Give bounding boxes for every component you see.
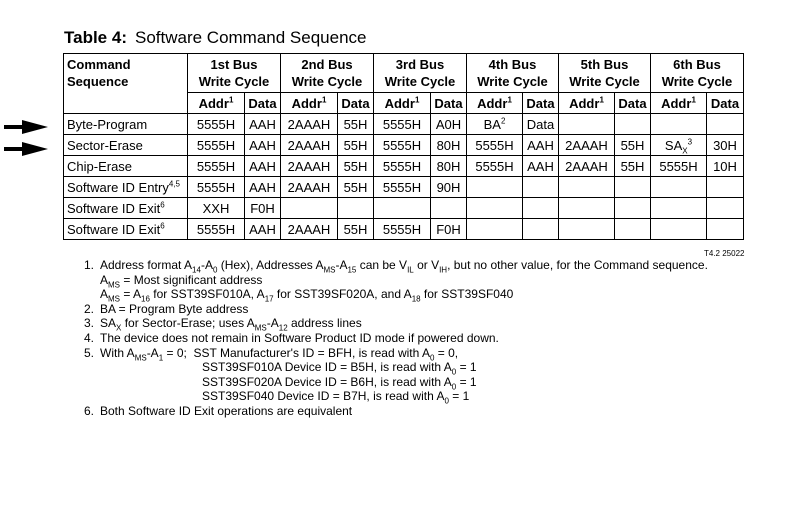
footnote <box>84 375 708 390</box>
cell-addr <box>467 198 523 219</box>
footnote-text: $SA_X$ for Sector-Erase; uses $A_{MS}-A_{12}$ address lines <box>100 316 362 333</box>
table-title <box>64 28 367 48</box>
subheader-data: Data <box>245 93 281 114</box>
arrow-right-icon <box>4 142 48 156</box>
subheader-data: Data <box>523 93 559 114</box>
footnote-number: 4. <box>84 330 95 345</box>
cell-data: AAH <box>245 219 281 240</box>
footnote-text: Both Software ID Exit operations are equivalent <box>100 403 353 418</box>
footnote-number: 6. <box>84 403 95 418</box>
footnote <box>84 360 708 375</box>
cell-addr: 5555H <box>374 114 431 135</box>
footnote <box>84 316 708 331</box>
table-row <box>64 177 744 198</box>
cell-addr <box>281 198 338 219</box>
cell-addr: 5555H <box>188 177 245 198</box>
footnote <box>84 404 708 419</box>
cell-data: F0H <box>245 198 281 219</box>
table-row <box>64 135 744 156</box>
cell-data: 55H <box>338 114 374 135</box>
cell-data <box>523 219 559 240</box>
cell-data <box>615 219 651 240</box>
cell-addr: 5555H <box>651 156 707 177</box>
row-command-name: Software ID Entry$^{4,5}$ <box>64 177 188 198</box>
table-header-row <box>64 54 744 93</box>
header-bus-cycle: 4th Bus Write Cycle <box>467 54 559 93</box>
subheader-data: Data <box>707 93 744 114</box>
cell-addr: 5555H <box>374 135 431 156</box>
cell-addr: $SA_X^3$ <box>651 135 707 156</box>
command-sequence-table <box>63 53 744 240</box>
cell-data: 55H <box>338 177 374 198</box>
cell-addr: 2AAAH <box>559 156 615 177</box>
footnote <box>84 273 708 288</box>
cell-data: A0H <box>431 114 467 135</box>
cell-addr: 2AAAH <box>281 156 338 177</box>
cell-data: 55H <box>338 135 374 156</box>
footnote-text: Address format $A_{14}-A_0$ (Hex), Addresses $A_{MS}-A_{15}$ can be $V_{IL}$ or $V_{IH}$, but no other value, for the Command sequence. <box>100 258 708 275</box>
cell-data: 80H <box>431 156 467 177</box>
cell-data <box>523 198 559 219</box>
cell-data <box>431 198 467 219</box>
table-row <box>64 198 744 219</box>
table-tag: T4.2 25022 <box>704 249 745 258</box>
cell-addr <box>559 198 615 219</box>
cell-addr: 5555H <box>188 114 245 135</box>
cell-addr: 5555H <box>188 156 245 177</box>
cell-addr <box>559 219 615 240</box>
cell-addr: 5555H <box>467 156 523 177</box>
table-number: Table 4: <box>64 28 127 47</box>
cell-addr: 5555H <box>374 156 431 177</box>
row-command-name: Software ID Exit$^6$ <box>64 198 188 219</box>
subheader-data: Data <box>338 93 374 114</box>
table-row <box>64 219 744 240</box>
cell-data: 55H <box>338 156 374 177</box>
cell-data <box>707 219 744 240</box>
subheader-addr: Addr$^1$ <box>467 93 523 114</box>
cell-data: 55H <box>615 156 651 177</box>
cell-data: 55H <box>338 219 374 240</box>
cell-data: F0H <box>431 219 467 240</box>
cell-data <box>707 177 744 198</box>
footnote-text: With $A_{MS}-A_1 = 0$; SST Manufacturer's ID = BFH, is read with $A_0 = 0$, <box>100 345 459 362</box>
table-row <box>64 156 744 177</box>
cell-addr <box>374 198 431 219</box>
cell-addr <box>559 114 615 135</box>
cell-addr: 5555H <box>374 177 431 198</box>
cell-addr: 2AAAH <box>281 219 338 240</box>
footnote-number: 5. <box>84 345 95 360</box>
header-bus-cycle: 6th Bus Write Cycle <box>651 54 744 93</box>
footnote <box>84 331 708 346</box>
cell-addr: XXH <box>188 198 245 219</box>
cell-data: 10H <box>707 156 744 177</box>
cell-data <box>615 198 651 219</box>
footnote <box>84 346 708 361</box>
subheader-addr: Addr$^1$ <box>651 93 707 114</box>
header-command-sequence: Command Sequence <box>64 54 188 114</box>
cell-data <box>707 198 744 219</box>
footnote <box>84 389 708 404</box>
header-bus-cycle: 5th Bus Write Cycle <box>559 54 651 93</box>
header-bus-cycle: 1st Bus Write Cycle <box>188 54 281 93</box>
row-command-name: Sector-Erase <box>64 135 188 156</box>
table-row <box>64 114 744 135</box>
cell-data <box>707 114 744 135</box>
cell-data: AAH <box>245 156 281 177</box>
cell-data <box>523 177 559 198</box>
footnote <box>84 302 708 317</box>
cell-addr: 5555H <box>467 135 523 156</box>
cell-data: AAH <box>245 135 281 156</box>
cell-data: 80H <box>431 135 467 156</box>
footnotes <box>84 258 708 419</box>
cell-data: 30H <box>707 135 744 156</box>
subheader-addr: Addr$^1$ <box>281 93 338 114</box>
footnote-number: 2. <box>84 301 95 316</box>
footnote-number: 3. <box>84 316 95 331</box>
subheader-data: Data <box>615 93 651 114</box>
cell-addr: 5555H <box>374 219 431 240</box>
cell-data: 55H <box>615 135 651 156</box>
footnote-text: SST39SF020A Device ID = B6H, is read with $A_0 = 1$ <box>202 374 477 392</box>
cell-addr: 5555H <box>188 219 245 240</box>
row-command-name: Chip-Erase <box>64 156 188 177</box>
cell-addr: 2AAAH <box>559 135 615 156</box>
subheader-addr: Addr$^1$ <box>559 93 615 114</box>
cell-addr <box>651 114 707 135</box>
cell-addr <box>651 219 707 240</box>
cell-addr <box>651 198 707 219</box>
cell-data: 90H <box>431 177 467 198</box>
header-bus-cycle: 2nd Bus Write Cycle <box>281 54 374 93</box>
cell-addr: 2AAAH <box>281 135 338 156</box>
footnote-text: SST39SF010A Device ID = B5H, is read with $A_0 = 1$ <box>202 360 477 377</box>
cell-addr: 2AAAH <box>281 114 338 135</box>
cell-data <box>615 177 651 198</box>
cell-addr <box>651 177 707 198</box>
footnote-number: 1. <box>84 258 95 272</box>
row-command-name: Software ID Exit$^6$ <box>64 219 188 240</box>
cell-data <box>615 114 651 135</box>
cell-addr <box>559 177 615 198</box>
arrow-right-icon <box>4 120 48 134</box>
cell-addr <box>467 219 523 240</box>
cell-addr <box>467 177 523 198</box>
footnote-text: $A_{MS}$ = Most significant address <box>100 272 263 289</box>
cell-addr: $BA^2$ <box>467 114 523 135</box>
subheader-addr: Addr$^1$ <box>374 93 431 114</box>
row-command-name: Byte-Program <box>64 114 188 135</box>
cell-data <box>338 198 374 219</box>
footnote-text: SST39SF040 Device ID = B7H, is read with $A_0 = 1$ <box>202 389 470 406</box>
header-bus-cycle: 3rd Bus Write Cycle <box>374 54 467 93</box>
table-caption: Software Command Sequence <box>134 28 367 47</box>
footnote <box>84 258 708 273</box>
subheader-addr: Addr$^1$ <box>188 93 245 114</box>
cell-data: AAH <box>523 135 559 156</box>
cell-data: AAH <box>245 114 281 135</box>
footnote <box>84 287 708 302</box>
cell-data: AAH <box>523 156 559 177</box>
footnote-text: BA = Program Byte address <box>100 301 249 316</box>
cell-addr: 5555H <box>188 135 245 156</box>
cell-data: AAH <box>245 177 281 198</box>
footnote-text: The device does not remain in Software Product ID mode if powered down. <box>100 330 499 345</box>
subheader-data: Data <box>431 93 467 114</box>
cell-addr: 2AAAH <box>281 177 338 198</box>
footnote-text: $A_{MS} = A_{16}$ for SST39SF010A, $A_{17}$ for SST39SF020A, and $A_{18}$ for SST39SF040 <box>100 287 514 304</box>
cell-data: Data <box>523 114 559 135</box>
